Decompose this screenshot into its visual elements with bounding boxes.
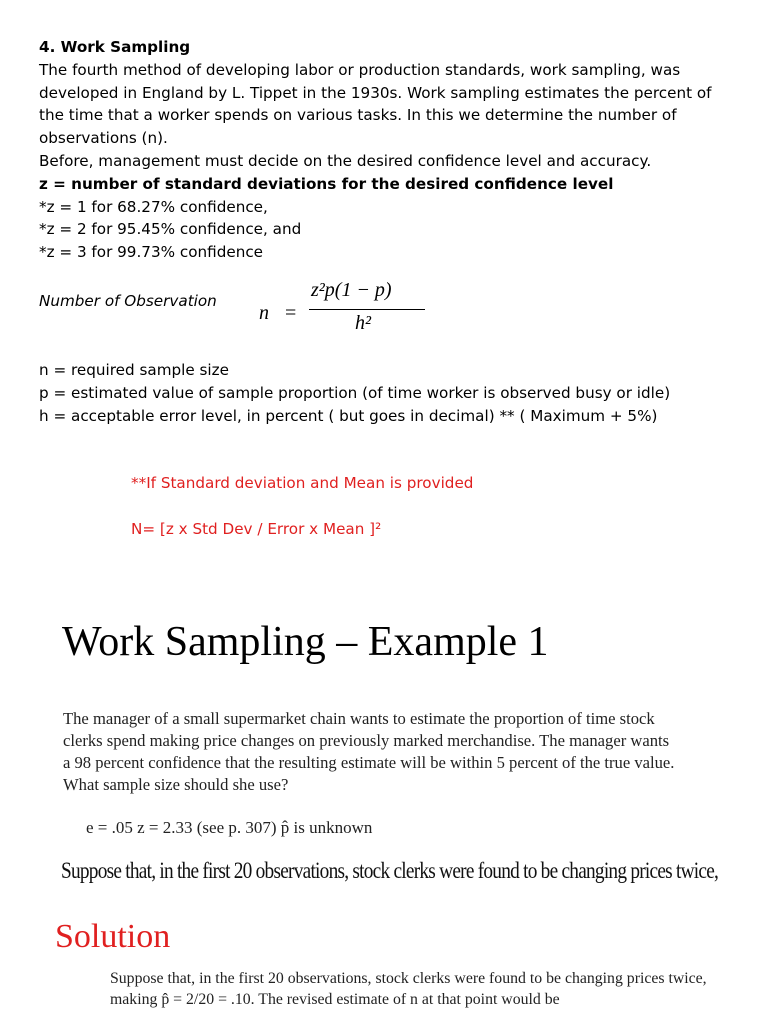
definition-n: n = required sample size bbox=[39, 361, 229, 379]
suppose-statement: Suppose that, in the first 20 observations, stock clerks were found to be changing prices twice, bbox=[61, 858, 719, 883]
solution-text bbox=[110, 968, 707, 1010]
paragraph-line-4: observations (n). bbox=[39, 129, 168, 148]
z-value-1: *z = 1 for 68.27% confidence, bbox=[39, 197, 268, 216]
definition-h: h = acceptable error level, in percent ( but goes in decimal) ** ( Maximum + 5%) bbox=[39, 406, 658, 425]
fraction-bar bbox=[309, 309, 425, 310]
formula-equals: = bbox=[285, 302, 297, 324]
std-dev-note: **If Standard deviation and Mean is provided bbox=[131, 474, 474, 492]
sample-size-formula bbox=[259, 278, 429, 344]
problem-line-2: clerks spend making price changes on previously marked merchandise. The manager wants bbox=[63, 731, 670, 750]
paragraph-line-5: Before, management must decide on the desired confidence level and accuracy. bbox=[39, 151, 652, 170]
work-sampling-section bbox=[39, 36, 739, 264]
example-title: Work Sampling – Example 1 bbox=[62, 619, 549, 665]
solution-title: Solution bbox=[55, 918, 171, 955]
definition-p: p = estimated value of sample proportion (of time worker is observed busy or idle) bbox=[39, 383, 671, 402]
std-dev-formula: N= [z x Std Dev / Error x Mean ]² bbox=[131, 520, 382, 538]
formula-label: Number of Observation bbox=[39, 292, 217, 310]
formula-numerator: z²p(1 − p) bbox=[311, 279, 392, 301]
solution-line-2: making p̂ = 2/20 = .10. The revised estimate of n at that point would be bbox=[110, 991, 560, 1008]
paragraph-line-2: developed in England by L. Tippet in the 1930s. Work sampling estimates the percent of bbox=[39, 83, 712, 102]
solution-line-1: Suppose that, in the first 20 observations, stock clerks were found to be changing prices twice, bbox=[110, 970, 707, 987]
variable-definitions bbox=[39, 359, 739, 427]
formula-denominator: h² bbox=[355, 312, 371, 334]
z-definition: z = number of standard deviations for the desired confidence level bbox=[39, 174, 614, 193]
section-heading: 4. Work Sampling bbox=[39, 38, 191, 56]
paragraph-line-1: The fourth method of developing labor or production standards, work sampling, was bbox=[39, 60, 681, 79]
example-problem bbox=[63, 708, 753, 796]
given-values: e = .05 z = 2.33 (see p. 307) p̂ is unknown bbox=[86, 818, 373, 837]
problem-line-3: a 98 percent confidence that the resulting estimate will be within 5 percent of the true value. bbox=[63, 753, 675, 772]
z-value-2: *z = 2 for 95.45% confidence, and bbox=[39, 220, 302, 239]
problem-line-4: What sample size should she use? bbox=[63, 775, 289, 794]
formula-lhs: n bbox=[259, 302, 269, 324]
z-value-3: *z = 3 for 99.73% confidence bbox=[39, 243, 264, 262]
problem-line-1: The manager of a small supermarket chain wants to estimate the proportion of time stock bbox=[63, 709, 655, 728]
paragraph-line-3: the time that a worker spends on various tasks. In this we determine the number of bbox=[39, 106, 677, 125]
